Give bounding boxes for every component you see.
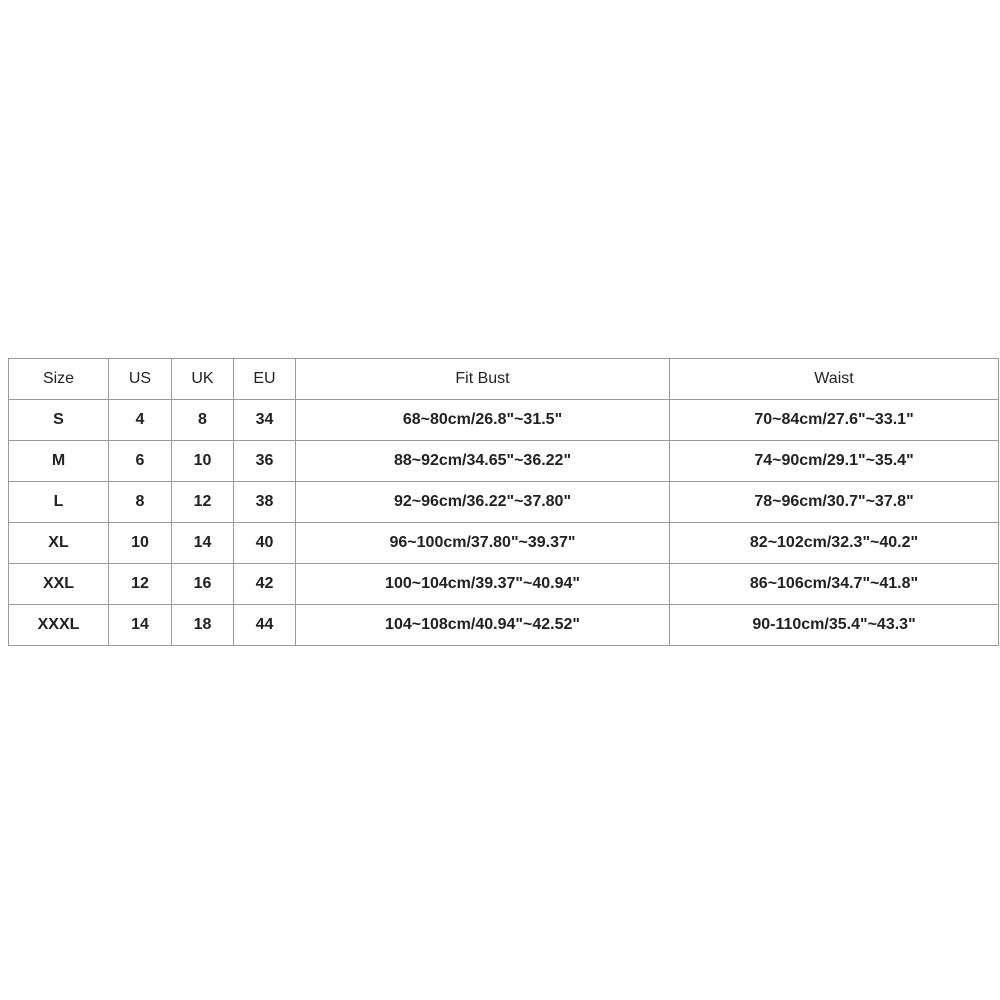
cell-waist: 74~90cm/29.1"~35.4"	[670, 441, 999, 482]
header-eu: EU	[234, 359, 296, 400]
cell-eu: 36	[234, 441, 296, 482]
cell-fit-bust: 100~104cm/39.37"~40.94"	[296, 564, 670, 605]
table-row	[9, 523, 999, 564]
cell-fit-bust: 92~96cm/36.22"~37.80"	[296, 482, 670, 523]
cell-uk: 12	[172, 482, 234, 523]
cell-size: L	[9, 482, 109, 523]
cell-fit-bust: 68~80cm/26.8"~31.5"	[296, 400, 670, 441]
table-row	[9, 400, 999, 441]
cell-us: 8	[109, 482, 172, 523]
cell-uk: 14	[172, 523, 234, 564]
size-chart-table	[8, 358, 999, 646]
cell-size: XXXL	[9, 605, 109, 646]
cell-fit-bust: 88~92cm/34.65"~36.22"	[296, 441, 670, 482]
cell-fit-bust: 96~100cm/37.80"~39.37"	[296, 523, 670, 564]
cell-size: S	[9, 400, 109, 441]
header-fit-bust: Fit Bust	[296, 359, 670, 400]
cell-uk: 8	[172, 400, 234, 441]
table-row	[9, 482, 999, 523]
cell-eu: 38	[234, 482, 296, 523]
table-row	[9, 441, 999, 482]
cell-us: 10	[109, 523, 172, 564]
cell-waist: 70~84cm/27.6"~33.1"	[670, 400, 999, 441]
size-chart-container	[8, 358, 998, 646]
cell-us: 4	[109, 400, 172, 441]
header-waist: Waist	[670, 359, 999, 400]
header-size: Size	[9, 359, 109, 400]
cell-uk: 18	[172, 605, 234, 646]
table-row	[9, 605, 999, 646]
cell-size: XL	[9, 523, 109, 564]
cell-uk: 10	[172, 441, 234, 482]
cell-eu: 42	[234, 564, 296, 605]
cell-waist: 86~106cm/34.7"~41.8"	[670, 564, 999, 605]
cell-uk: 16	[172, 564, 234, 605]
header-us: US	[109, 359, 172, 400]
table-row	[9, 564, 999, 605]
cell-us: 14	[109, 605, 172, 646]
header-row	[9, 359, 999, 400]
cell-eu: 40	[234, 523, 296, 564]
cell-size: XXL	[9, 564, 109, 605]
header-uk: UK	[172, 359, 234, 400]
cell-eu: 34	[234, 400, 296, 441]
cell-size: M	[9, 441, 109, 482]
cell-waist: 82~102cm/32.3"~40.2"	[670, 523, 999, 564]
cell-waist: 78~96cm/30.7"~37.8"	[670, 482, 999, 523]
cell-us: 6	[109, 441, 172, 482]
cell-fit-bust: 104~108cm/40.94"~42.52"	[296, 605, 670, 646]
cell-us: 12	[109, 564, 172, 605]
cell-eu: 44	[234, 605, 296, 646]
cell-waist: 90-110cm/35.4"~43.3"	[670, 605, 999, 646]
